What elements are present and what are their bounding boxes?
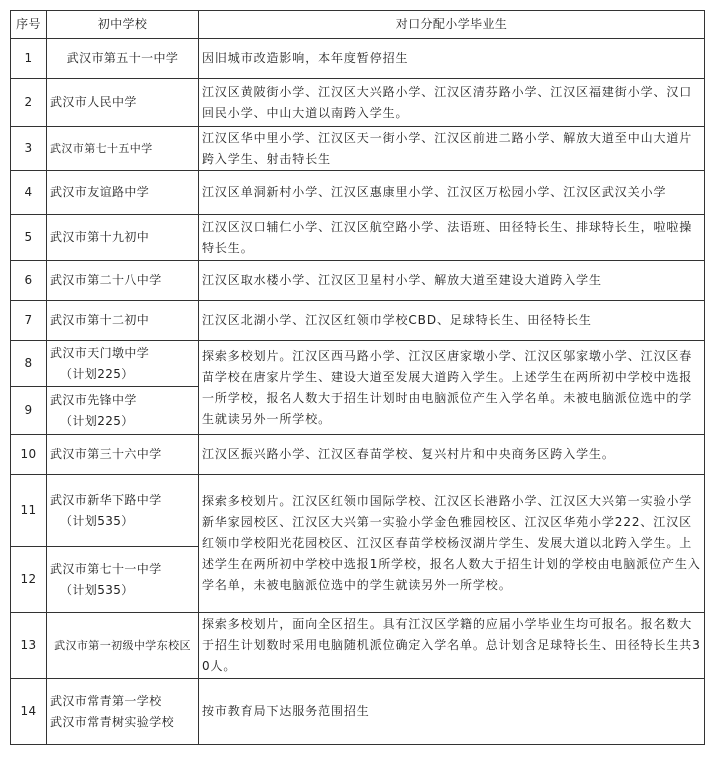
header-no: 序号: [11, 11, 47, 39]
school-name: 武汉市第十九初中: [47, 215, 199, 261]
row-number: 2: [11, 79, 47, 127]
row-number: 11: [11, 475, 47, 547]
row-number: 14: [11, 679, 47, 745]
plan-quota: （计划225）: [60, 366, 134, 381]
row-number: 7: [11, 301, 47, 341]
school-name: 武汉市友谊路中学: [47, 171, 199, 215]
school-name: 武汉市常青第一学校: [50, 693, 162, 708]
row-number: 1: [11, 39, 47, 79]
allocation-text: 江汉区振兴路小学、江汉区春苗学校、复兴村片和中央商务区跨入学生。: [199, 435, 705, 475]
row-number: 12: [11, 547, 47, 613]
school-name: 武汉市第十二初中: [47, 301, 199, 341]
table-row: [11, 679, 705, 745]
allocation-text: 江汉区华中里小学、江汉区天一街小学、江汉区前进二路小学、解放大道至中山大道片跨入学生、射击特长生: [199, 127, 705, 171]
row-number: 3: [11, 127, 47, 171]
table-row: [11, 475, 705, 547]
row-number: 10: [11, 435, 47, 475]
table-row: [11, 301, 705, 341]
school-name: 武汉市先锋中学: [50, 392, 137, 407]
table-row: [11, 127, 705, 171]
allocation-text: 江汉区取水楼小学、江汉区卫星村小学、解放大道至建设大道跨入学生: [199, 261, 705, 301]
school-name: 武汉市新华下路中学: [50, 492, 162, 507]
school-cell: [47, 475, 199, 547]
allocation-text: 江汉区汉口辅仁小学、江汉区航空路小学、法语班、田径特长生、排球特长生，啦啦操特长生。: [199, 215, 705, 261]
row-number: 5: [11, 215, 47, 261]
row-number: 8: [11, 341, 47, 387]
row-number: 9: [11, 387, 47, 435]
table-row: [11, 435, 705, 475]
allocation-text: 江汉区单洞新村小学、江汉区惠康里小学、江汉区万松园小学、江汉区武汉关小学: [199, 171, 705, 215]
header-allocation: 对口分配小学毕业生: [199, 11, 705, 39]
allocation-text: 探索多校划片，面向全区招生。具有江汉区学籍的应届小学毕业生均可报名。报名数大于招生计划数时采用电脑随机派位确定入学名单。总计划含足球特长生、田径特长生共30人。: [199, 613, 705, 679]
allocation-text: 按市教育局下达服务范围招生: [199, 679, 705, 745]
table-row: [11, 171, 705, 215]
table-row: [11, 341, 705, 387]
school-name: 武汉市天门墩中学: [50, 345, 150, 360]
school-name: 武汉市第三十六中学: [47, 435, 199, 475]
school-name: 武汉市第二十八中学: [47, 261, 199, 301]
school-name: 武汉市第七十一中学: [50, 561, 162, 576]
allocation-text-merged: 探索多校划片。江汉区红领巾国际学校、江汉区长港路小学、江汉区大兴第一实验小学新华家园校区、江汉区大兴第一实验小学金色雅园校区、江汉区华苑小学222、江汉区红领巾学校阳光花园校区、江汉区春苗学校杨汊湖片学生、发展大道以北跨入学生。上述学生在两所初中学校中选报1所学校，报名人数大于招生计划的学校由电脑派位产生入学名单，未被电脑派位选中的学生就读另外一所学校。: [199, 475, 705, 613]
plan-quota: （计划535）: [60, 582, 134, 597]
school-name: 武汉市第五十一中学: [47, 39, 199, 79]
school-name: 武汉市第一初级中学东校区: [47, 613, 199, 679]
table-row: [11, 215, 705, 261]
allocation-table-sheet: [10, 10, 705, 745]
row-number: 6: [11, 261, 47, 301]
school-cell: [47, 341, 199, 387]
plan-quota: （计划225）: [60, 413, 134, 428]
table-row: [11, 613, 705, 679]
allocation-table: [10, 10, 705, 745]
table-row: [11, 79, 705, 127]
allocation-text: 江汉区北湖小学、江汉区红领巾学校CBD、足球特长生、田径特长生: [199, 301, 705, 341]
school-cell: [47, 387, 199, 435]
school-cell: [47, 679, 199, 745]
header-school: 初中学校: [47, 11, 199, 39]
header-row: [11, 11, 705, 39]
plan-quota: （计划535）: [60, 513, 134, 528]
school-name: 武汉市人民中学: [47, 79, 199, 127]
allocation-text-merged: 探索多校划片。江汉区西马路小学、江汉区唐家墩小学、江汉区邬家墩小学、江汉区春苗学校在唐家片学生、建设大道至发展大道跨入学生。上述学生在两所初中学校中选报一所学校，报名人数大于招生计划时由电脑派位产生入学名单。未被电脑派位选中的学生就读另外一所学校。: [199, 341, 705, 435]
allocation-text: 因旧城市改造影响，本年度暂停招生: [199, 39, 705, 79]
allocation-text: 江汉区黄陂街小学、江汉区大兴路小学、江汉区清芬路小学、江汉区福建街小学、汉口回民小学、中山大道以南跨入学生。: [199, 79, 705, 127]
row-number: 4: [11, 171, 47, 215]
row-number: 13: [11, 613, 47, 679]
table-row: [11, 261, 705, 301]
school-cell: [47, 547, 199, 613]
school-name: 武汉市第七十五中学: [47, 127, 199, 171]
table-row: [11, 39, 705, 79]
school-name-second: 武汉市常青树实验学校: [50, 714, 175, 729]
